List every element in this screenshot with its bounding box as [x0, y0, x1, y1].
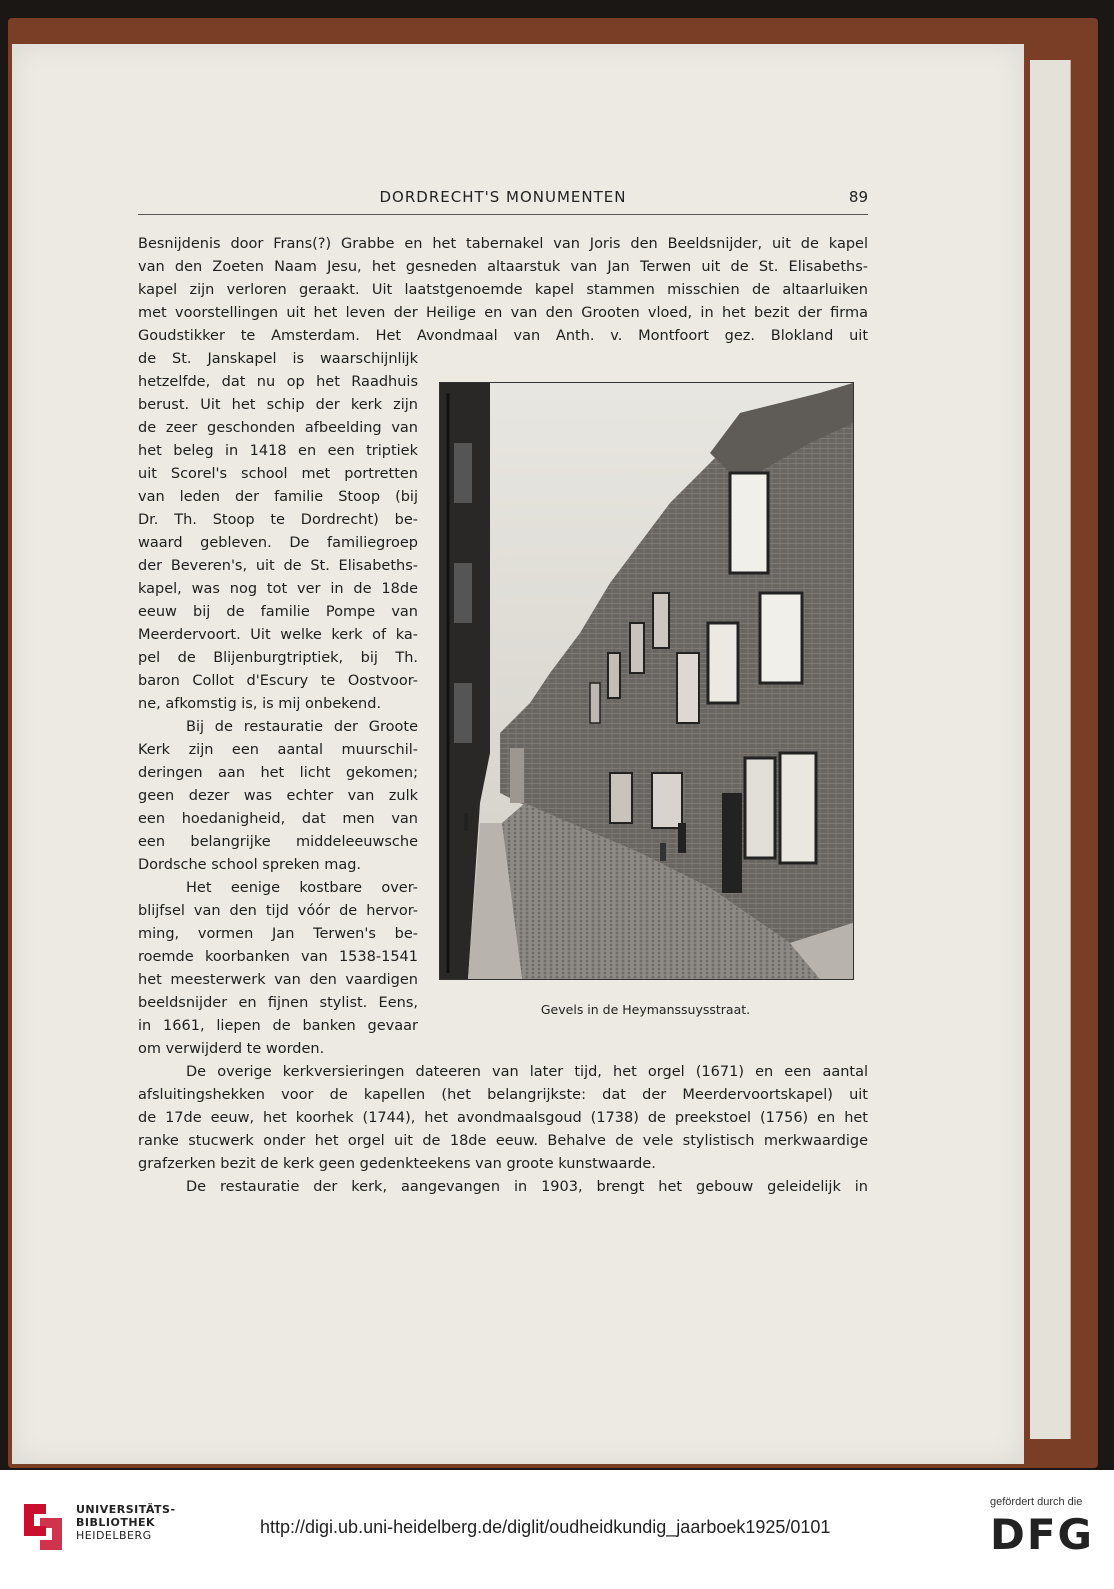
column-line: het meesterwerk van den vaardigen [138, 972, 418, 988]
column-line: de zeer geschonden afbeelding van [138, 420, 418, 436]
body-line: van den Zoeten Naam Jesu, het gesneden altaarstuk van Jan Terwen uit de St. Elisabeths- [138, 259, 868, 275]
column-line: Meerdervoort. Uit welke kerk of ka- [138, 627, 418, 643]
column-line: Het eenige kostbare over- [186, 880, 418, 896]
street-photograph [439, 382, 854, 980]
university-library-name [76, 1503, 176, 1542]
column-line: uit Scorel's school met portretten [138, 466, 418, 482]
column-line: geen dezer was echter van zulk [138, 788, 418, 804]
figure-caption: Gevels in de Heymanssuysstraat. [540, 1002, 751, 1017]
permalink-url[interactable]: http://digi.ub.uni-heidelberg.de/diglit/oudheidkundig_jaarboek1925/0101 [260, 1517, 831, 1537]
column-line: berust. Uit het schip der kerk zijn [138, 397, 418, 413]
page-number: 89 [848, 188, 868, 206]
library-name-line: BIBLIOTHEK [76, 1516, 156, 1529]
column-line: blijfsel van den tijd vóór de hervor- [138, 903, 418, 919]
column-line: beeldsnijder en fijnen stylist. Eens, [138, 995, 418, 1011]
column-line: ne, afkomstig is, is mij onbekend. [138, 696, 382, 712]
column-line: ming, vormen Jan Terwen's be- [138, 926, 418, 942]
body-line: afsluitingshekken voor de kapellen (het belangrijkste: dat der Meerdervoortskapel) uit [138, 1087, 868, 1103]
column-line: om verwijderd te worden. [138, 1041, 325, 1057]
column-line: baron Collot d'Escury te Oostvoor- [138, 673, 418, 689]
column-line: eeuw bij de familie Pompe van [138, 604, 418, 620]
funding-note: gefördert durch die [990, 1496, 1083, 1508]
body-line: de 17de eeuw, het koorhek (1744), het avondmaalsgoud (1738) de preekstoel (1756) en het [138, 1110, 868, 1126]
column-line: het beleg in 1418 en een triptiek [138, 443, 418, 459]
body-line: De overige kerkversieringen dateeren van later tijd, het orgel (1671) en een aantal [186, 1064, 868, 1080]
column-line: kapel, was nog tot ver in de 18de [138, 581, 418, 597]
body-line: met voorstellingen uit het leven der Heilige en van den Grooten vloed, in het bezit der firma [138, 305, 868, 321]
dfg-logo: DFG [990, 1510, 1095, 1559]
university-library-logo-icon [20, 1500, 66, 1554]
library-name-line: UNIVERSITÄTS- [76, 1503, 176, 1516]
body-line: grafzerken bezit de kerk geen gedenkteekens van groote kunstwaarde. [138, 1156, 656, 1172]
column-line: roemde koorbanken van 1538-1541 [138, 949, 418, 965]
column-line: Dordsche school spreken mag. [138, 857, 362, 873]
running-head-title: DORDRECHT'S MONUMENTEN [379, 188, 627, 206]
column-line: in 1661, liepen de banken gevaar [138, 1018, 418, 1034]
column-line: de St. Janskapel is waarschijnlijk [138, 351, 418, 367]
body-line: De restauratie der kerk, aangevangen in 1903, brengt het gebouw geleidelijk in [186, 1179, 868, 1195]
column-line: deringen aan het licht gekomen; [138, 765, 418, 781]
column-line: een belangrijke middeleeuwsche [138, 834, 418, 850]
footer-bar [0, 1470, 1114, 1589]
running-head [138, 186, 868, 215]
body-line: kapel zijn verloren geraakt. Uit laatstgenoemde kapel stammen misschien de altaarluiken [138, 282, 868, 298]
column-line: van leden der familie Stoop (bij [138, 489, 418, 505]
column-line: waard gebleven. De familiegroep [138, 535, 418, 551]
body-line: ranke stucwerk onder het orgel uit de 18de eeuw. Behalve de vele stylistisch merkwaardige [138, 1133, 868, 1149]
column-line: pel de Blijenburgtriptiek, bij Th. [138, 650, 418, 666]
column-line: der Beveren's, uit de St. Elisabeths- [138, 558, 418, 574]
library-name-line: HEIDELBERG [76, 1529, 152, 1542]
book-page [12, 44, 1024, 1464]
column-line: hetzelfde, dat nu op het Raadhuis [138, 374, 418, 390]
column-line: een hoedanigheid, dat men van [138, 811, 418, 827]
body-line: Besnijdenis door Frans(?) Grabbe en het tabernakel van Joris den Beeldsnijder, uit de kapel [138, 236, 868, 252]
page-edge [1060, 60, 1071, 1439]
column-line: Bij de restauratie der Groote [186, 719, 418, 735]
body-line: Goudstikker te Amsterdam. Het Avondmaal van Anth. v. Montfoort gez. Blokland uit [138, 328, 868, 344]
column-line: Kerk zijn een aantal muurschil- [138, 742, 418, 758]
column-line: Dr. Th. Stoop te Dordrecht) be- [138, 512, 418, 528]
